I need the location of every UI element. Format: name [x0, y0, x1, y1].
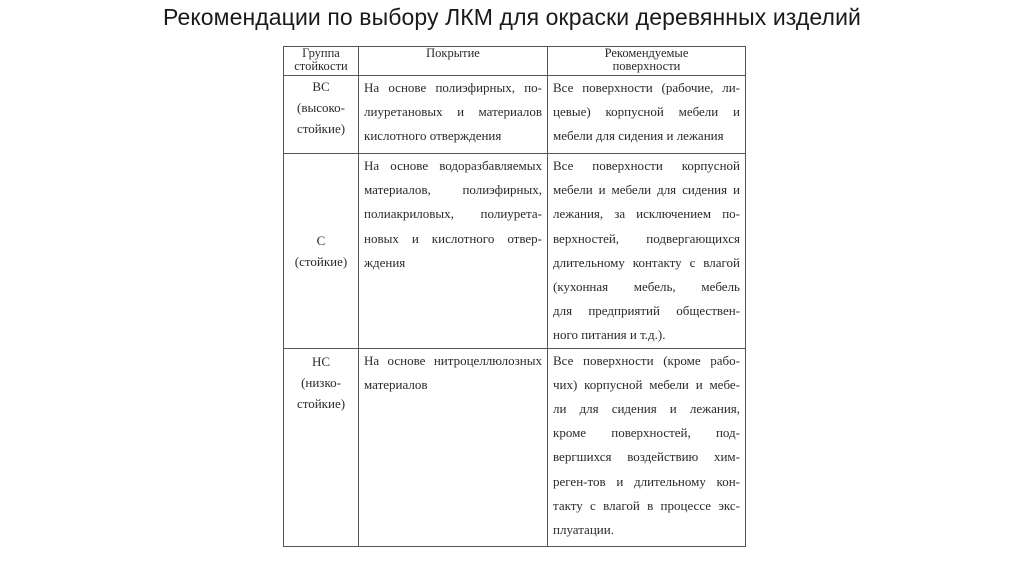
- cell-line: На основе нитроцеллюлозных: [364, 352, 542, 368]
- header-text: стойкости: [294, 59, 348, 73]
- coating-cell: [359, 154, 548, 349]
- cell-line: материалов, полиэфирных,: [364, 182, 542, 198]
- cell-line: кроме поверхностей, под-: [553, 425, 740, 441]
- recommendations-table: [283, 46, 746, 547]
- cell-line: С: [316, 232, 326, 248]
- header-group: [284, 47, 359, 76]
- header-text: Покрытие: [426, 46, 480, 60]
- cell-line: материалов: [364, 376, 428, 392]
- group-cell: [284, 348, 359, 546]
- surfaces-cell: [548, 76, 746, 154]
- header-text: Группа: [302, 46, 340, 60]
- header-coating: [359, 47, 548, 76]
- cell-line: лиуретановых и материалов: [364, 104, 542, 120]
- cell-line: (стойкие): [294, 253, 348, 269]
- cell-line: Все поверхности (рабочие, ли-: [553, 80, 740, 95]
- cell-line: полиакриловых, полиурета-: [364, 206, 542, 222]
- cell-line: цевые) корпусной мебели и: [553, 104, 740, 120]
- cell-line: На основе полиэфирных, по-: [364, 80, 542, 95]
- cell-line: лежания, за исключением по-: [553, 206, 740, 222]
- coating-cell: [359, 76, 548, 154]
- header-surfaces: [548, 47, 746, 76]
- surfaces-cell: [548, 154, 746, 349]
- header-row: [284, 47, 746, 76]
- cell-line: ного питания и т.д.).: [553, 327, 666, 343]
- cell-line: верхностей, подвергающихся: [553, 230, 740, 246]
- header-text: Рекомендуемые: [604, 46, 689, 60]
- cell-line: ли для сидения и лежания,: [553, 401, 740, 417]
- cell-line: ВС: [312, 79, 330, 94]
- cell-line: На основе водоразбавляемых: [364, 158, 542, 173]
- cell-line: мебели и мебели для сидения и: [553, 182, 740, 198]
- table-row: [284, 76, 746, 154]
- cell-line: мебели для сидения и лежания: [553, 128, 724, 144]
- cell-line: реген-тов и длительному кон-: [553, 473, 740, 489]
- cell-line: для предприятий обществен-: [553, 303, 740, 319]
- coating-cell: [359, 348, 548, 546]
- group-cell: [284, 76, 359, 154]
- cell-line: (кухонная мебель, мебель: [553, 279, 740, 295]
- table-row: [284, 348, 746, 546]
- cell-line: такту с влагой в процессе экс-: [553, 497, 740, 513]
- cell-line: длительному контакту с влагой: [553, 254, 740, 270]
- cell-line: (высоко-: [297, 100, 345, 115]
- cell-line: ждения: [364, 254, 406, 270]
- cell-line: чих) корпусной мебели и мебе-: [553, 376, 740, 392]
- cell-line: (низко-: [301, 374, 341, 390]
- cell-line: вергшихся воздействию хим-: [553, 449, 740, 465]
- cell-line: кислотного отверждения: [364, 128, 502, 144]
- table-row: [284, 154, 746, 349]
- cell-line: плуатации.: [553, 522, 614, 538]
- cell-line: Все поверхности (кроме рабо-: [553, 352, 740, 368]
- cell-line: новых и кислотного отвер-: [364, 230, 542, 246]
- cell-line: стойкие): [296, 121, 346, 136]
- cell-line: Все поверхности корпусной: [553, 158, 740, 173]
- group-cell: [284, 154, 359, 349]
- header-text: поверхности: [612, 59, 681, 73]
- surfaces-cell: [548, 348, 746, 546]
- cell-line: НС: [311, 353, 331, 369]
- slide-title: Рекомендации по выбору ЛКМ для окраски деревянных изделий: [163, 4, 861, 30]
- cell-line: стойкие): [296, 395, 346, 411]
